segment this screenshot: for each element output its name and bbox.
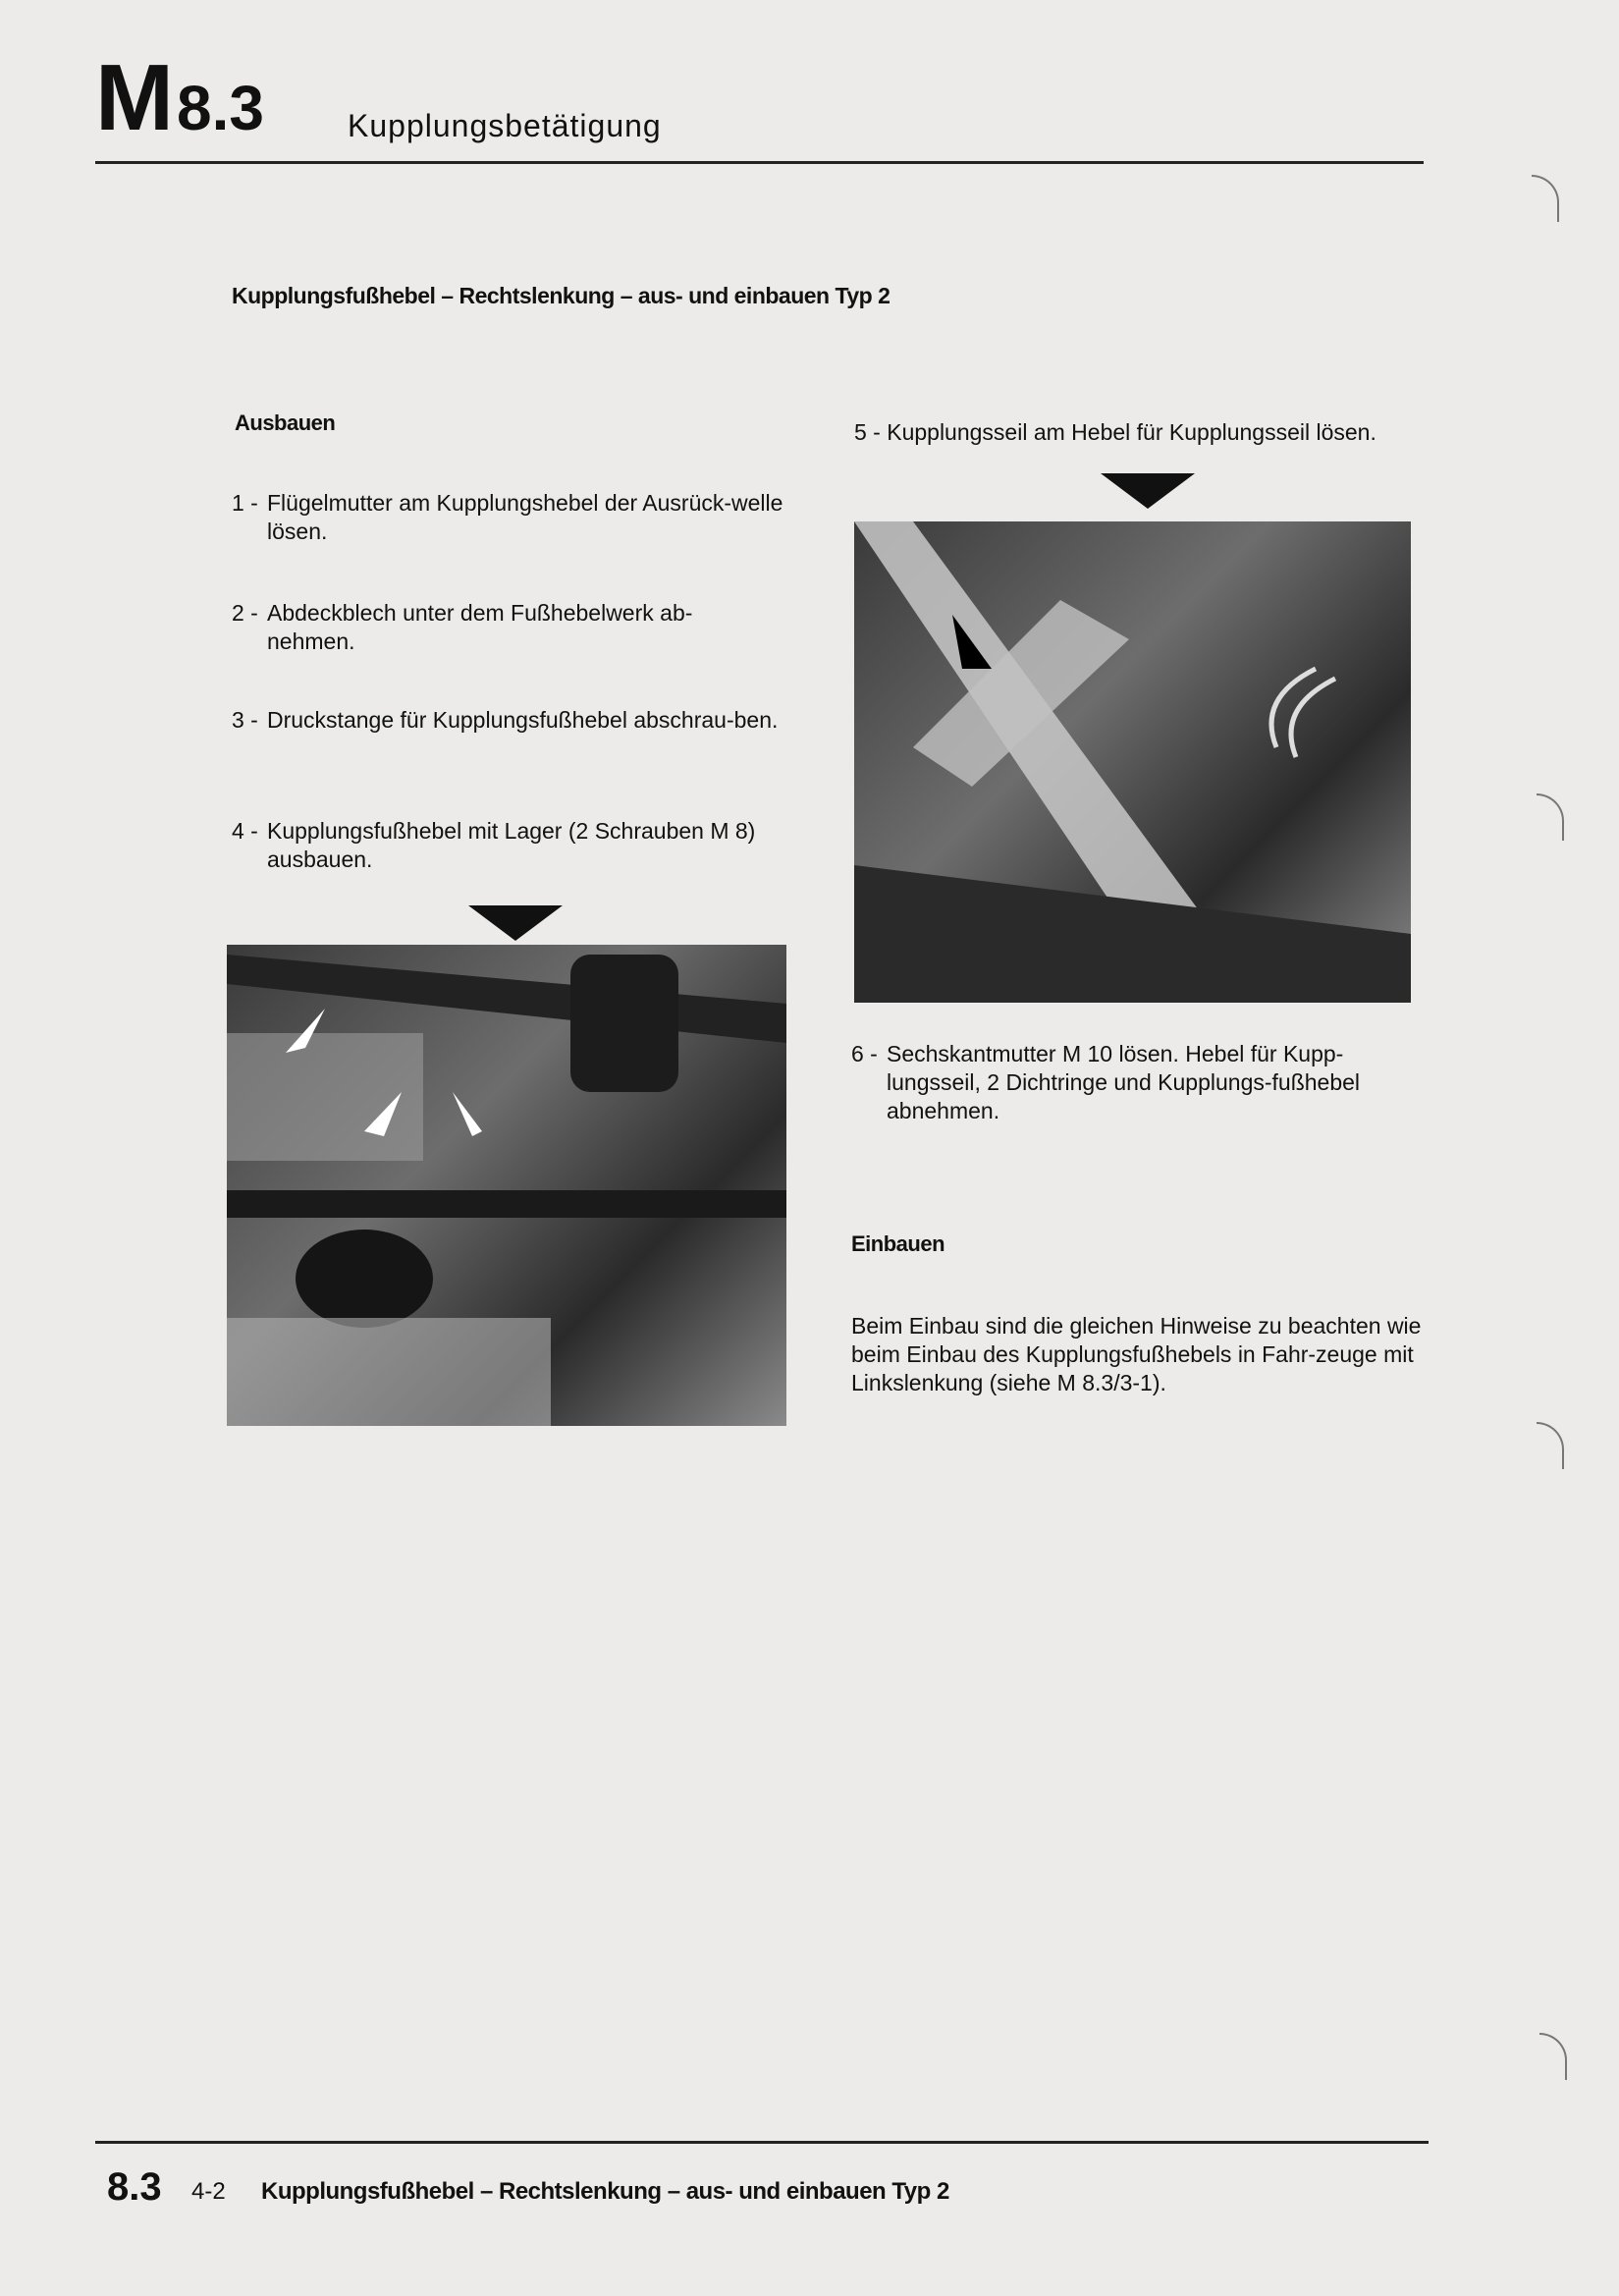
- step-text: Abdeckblech unter dem Fußhebelwerk ab-nehmen.: [267, 600, 693, 654]
- arrow-marker-icon: [453, 1092, 482, 1136]
- step-6: [851, 1040, 1401, 1125]
- step-1: [232, 489, 801, 546]
- step-4: [232, 817, 821, 874]
- step-text: Kupplungsseil am Hebel für Kupplungsseil lösen.: [887, 419, 1376, 445]
- ausbauen-heading: Ausbauen: [235, 410, 336, 435]
- photo-content: [854, 521, 1411, 1003]
- header-rule: [95, 161, 1424, 164]
- step-text: Druckstange für Kupplungsfußhebel abschrau-ben.: [267, 707, 779, 733]
- step-number: 3 -: [232, 707, 258, 733]
- binder-tab-mark: [1539, 2033, 1567, 2080]
- header-section: 8.3: [177, 73, 264, 143]
- step-number: 6 -: [851, 1041, 878, 1066]
- binder-tab-mark: [1537, 1422, 1564, 1469]
- document-title: Kupplungsfußhebel – Rechtslenkung – aus- und einbauen Typ 2: [232, 283, 890, 308]
- einbauen-heading: Einbauen: [851, 1231, 945, 1256]
- binder-tab-mark: [1532, 175, 1559, 222]
- figure-right-photo: [854, 521, 1411, 1003]
- header-title: Kupplungsbetätigung: [348, 108, 662, 143]
- step-text: Sechskantmutter M 10 lösen. Hebel für Kupp-lungsseil, 2 Dichtringe und Kupplungs-fußhebel abnehmen.: [887, 1041, 1361, 1123]
- einbauen-text: Beim Einbau sind die gleichen Hinweise zu beachten wie beim Einbau des Kupplungsfußhebels in Fahr-zeuge mit Linkslenkung (siehe M 8.3/3-1).: [851, 1313, 1422, 1395]
- footer-page: 4-2: [191, 2178, 226, 2205]
- footer-title: Kupplungsfußhebel – Rechtslenkung – aus- und einbauen Typ 2: [261, 2178, 949, 2205]
- step-3: [232, 706, 801, 735]
- header-letter: M: [95, 45, 172, 150]
- footer-section: 8.3: [107, 2165, 162, 2209]
- photo-content: [227, 945, 786, 1426]
- step-5: [854, 418, 1376, 447]
- figure-pointer-arrow-icon: [1101, 473, 1195, 509]
- binder-tab-mark: [1537, 793, 1564, 841]
- step-number: 5 -: [854, 419, 881, 445]
- figure-left-photo: [227, 945, 786, 1426]
- footer-rule: [95, 2141, 1429, 2144]
- figure-pointer-arrow-icon: [468, 905, 563, 941]
- step-2: [232, 599, 762, 656]
- step-text: Flügelmutter am Kupplungshebel der Ausrück-welle lösen.: [267, 490, 783, 544]
- step-number: 2 -: [232, 600, 258, 626]
- step-number: 1 -: [232, 490, 258, 516]
- step-text: Kupplungsfußhebel mit Lager (2 Schrauben M 8) ausbauen.: [267, 818, 756, 872]
- step-number: 4 -: [232, 818, 258, 844]
